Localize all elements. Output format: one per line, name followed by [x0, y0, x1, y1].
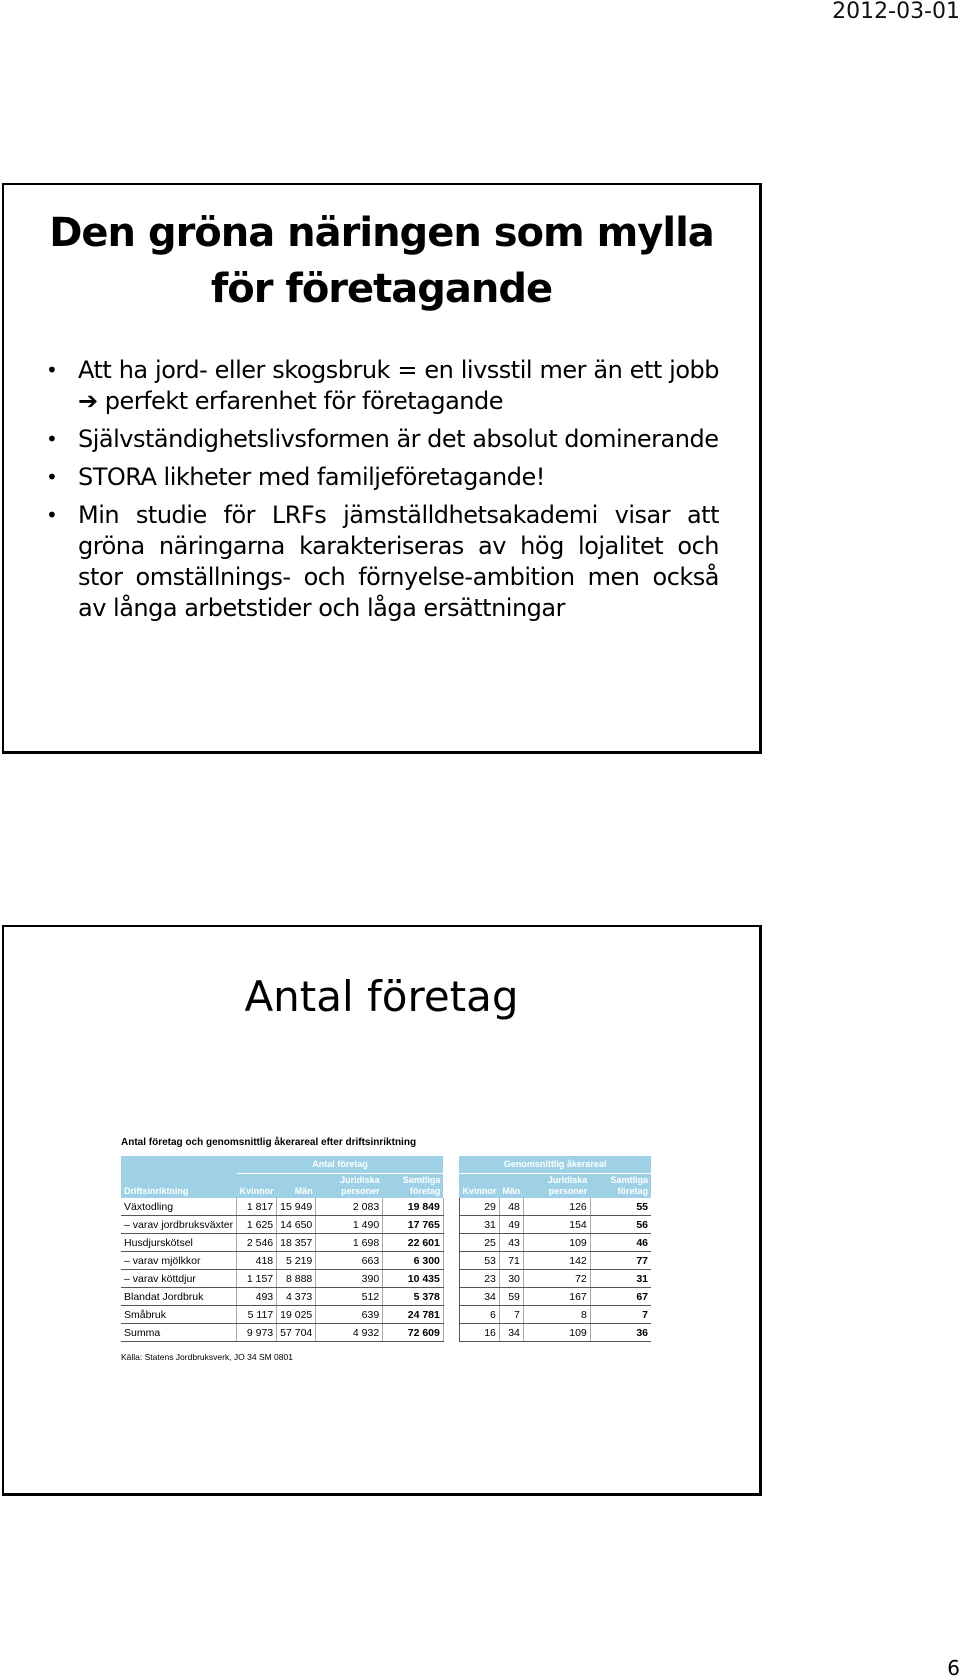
table-row [121, 1216, 651, 1234]
count-cell: 4 373 [277, 1288, 316, 1306]
bullet-item [34, 462, 719, 493]
area-cell: 34 [459, 1288, 499, 1306]
count-cell: 8 888 [277, 1270, 316, 1288]
area-cell: 25 [459, 1234, 499, 1252]
area-cell: 49 [499, 1216, 523, 1234]
row-label: Summa [121, 1324, 237, 1342]
table-row [121, 1234, 651, 1252]
table-body [121, 1198, 651, 1342]
group-header-count: Antal företag [237, 1156, 444, 1174]
area-cell: 43 [499, 1234, 523, 1252]
count-cell: 9 973 [237, 1324, 277, 1342]
area-cell: 67 [590, 1288, 651, 1306]
area-cell: 48 [499, 1198, 523, 1216]
area-cell: 154 [523, 1216, 590, 1234]
column-gap [443, 1324, 459, 1342]
area-cell: 109 [523, 1324, 590, 1342]
bullet-icon: • [46, 358, 58, 382]
table-row [121, 1324, 651, 1342]
column-gap [443, 1288, 459, 1306]
bullet-icon: • [46, 465, 58, 489]
arrow-right-icon: ➔ [78, 387, 98, 415]
column-gap [443, 1270, 459, 1288]
count-cell: 2 083 [316, 1198, 383, 1216]
area-cell: 59 [499, 1288, 523, 1306]
count-cell: 1 817 [237, 1198, 277, 1216]
area-cell: 16 [459, 1324, 499, 1342]
count-cell: 6 300 [383, 1252, 444, 1270]
count-cell: 5 378 [383, 1288, 444, 1306]
row-label: – varav mjölkkor [121, 1252, 237, 1270]
table-row [121, 1252, 651, 1270]
area-cell: 77 [590, 1252, 651, 1270]
column-header: Samtliga företag [383, 1174, 444, 1199]
slide-1 [2, 183, 762, 754]
slide-1-title: Den gröna näringen som mylla för företagande [49, 210, 714, 312]
area-cell: 7 [499, 1306, 523, 1324]
area-cell: 7 [590, 1306, 651, 1324]
group-header-area: Genomsnittlig åkerareal [459, 1156, 651, 1174]
area-cell: 36 [590, 1324, 651, 1342]
page-number: 6 [947, 1656, 960, 1680]
header-gap [443, 1174, 459, 1199]
count-cell: 418 [237, 1252, 277, 1270]
bullet-icon: • [46, 503, 58, 527]
area-cell: 71 [499, 1252, 523, 1270]
area-cell: 6 [459, 1306, 499, 1324]
table-source: Källa: Statens Jordbruksverk, JO 34 SM 0801 [121, 1352, 293, 1362]
bullet-text: STORA likheter med familjeföretagande! [78, 463, 545, 491]
count-cell: 2 546 [237, 1234, 277, 1252]
count-cell: 24 781 [383, 1306, 444, 1324]
area-cell: 126 [523, 1198, 590, 1216]
business-count-table [121, 1156, 651, 1342]
row-label: – varav jordbruksväxter [121, 1216, 237, 1234]
slide-1-bullet-list [34, 355, 719, 631]
header-gap [443, 1156, 459, 1174]
bullet-text: Självständighetslivsformen är det absolut dominerande [78, 425, 719, 453]
area-cell: 56 [590, 1216, 651, 1234]
area-cell: 30 [499, 1270, 523, 1288]
bullet-item [34, 355, 719, 417]
area-cell: 34 [499, 1324, 523, 1342]
count-cell: 639 [316, 1306, 383, 1324]
bullet-text-continued: perfekt erfarenhet för företagande [97, 387, 504, 415]
count-cell: 663 [316, 1252, 383, 1270]
bullet-text: Att ha jord- eller skogsbruk = en livsstil mer än ett jobb [78, 356, 719, 384]
area-cell: 31 [459, 1216, 499, 1234]
table-row [121, 1306, 651, 1324]
column-gap [443, 1198, 459, 1216]
count-cell: 57 704 [277, 1324, 316, 1342]
column-gap [443, 1234, 459, 1252]
count-cell: 10 435 [383, 1270, 444, 1288]
area-cell: 55 [590, 1198, 651, 1216]
area-cell: 8 [523, 1306, 590, 1324]
slide-2-title: Antal företag [244, 972, 519, 1021]
area-cell: 23 [459, 1270, 499, 1288]
count-cell: 22 601 [383, 1234, 444, 1252]
column-gap [443, 1252, 459, 1270]
row-header-label: Driftsinriktning [121, 1174, 237, 1199]
table-row [121, 1270, 651, 1288]
count-cell: 19 849 [383, 1198, 444, 1216]
row-label: Småbruk [121, 1306, 237, 1324]
table-row [121, 1198, 651, 1216]
count-cell: 19 025 [277, 1306, 316, 1324]
area-cell: 31 [590, 1270, 651, 1288]
count-cell: 14 650 [277, 1216, 316, 1234]
count-cell: 390 [316, 1270, 383, 1288]
column-header: Kvinnor [459, 1174, 499, 1199]
area-cell: 142 [523, 1252, 590, 1270]
column-header: Män [277, 1174, 316, 1199]
table-row [121, 1288, 651, 1306]
count-cell: 5 117 [237, 1306, 277, 1324]
area-cell: 46 [590, 1234, 651, 1252]
bullet-item [34, 424, 719, 455]
column-header: Juridiska personer [316, 1174, 383, 1199]
count-cell: 4 932 [316, 1324, 383, 1342]
column-gap [443, 1306, 459, 1324]
bullet-icon: • [46, 427, 58, 451]
count-cell: 1 625 [237, 1216, 277, 1234]
count-cell: 5 219 [277, 1252, 316, 1270]
column-header: Män [499, 1174, 523, 1199]
row-label: Husdjurskötsel [121, 1234, 237, 1252]
count-cell: 1 698 [316, 1234, 383, 1252]
count-cell: 18 357 [277, 1234, 316, 1252]
area-cell: 53 [459, 1252, 499, 1270]
header-date: 2012-03-01 [832, 0, 960, 24]
count-cell: 15 949 [277, 1198, 316, 1216]
row-label: – varav köttdjur [121, 1270, 237, 1288]
column-header: Kvinnor [237, 1174, 277, 1199]
bullet-text: Min studie för LRFs jämställdhetsakademi visar att gröna näringarna karakteriseras av hög lojalitet och stor omställnings- och förnyelse-ambition men också av långa arbetstider och låga ersättningar [78, 501, 719, 622]
area-cell: 72 [523, 1270, 590, 1288]
count-cell: 493 [237, 1288, 277, 1306]
column-header: Samtliga företag [590, 1174, 651, 1199]
row-label: Blandat Jordbruk [121, 1288, 237, 1306]
header-blank [121, 1156, 237, 1174]
table-caption: Antal företag och genomsnittlig åkerareal efter driftsinriktning [121, 1137, 417, 1148]
table-container [121, 1137, 651, 1362]
column-gap [443, 1216, 459, 1234]
area-cell: 109 [523, 1234, 590, 1252]
slide-2 [2, 925, 762, 1496]
column-header: Juridiska personer [523, 1174, 590, 1199]
area-cell: 167 [523, 1288, 590, 1306]
count-cell: 17 765 [383, 1216, 444, 1234]
row-label: Växtodling [121, 1198, 237, 1216]
count-cell: 72 609 [383, 1324, 444, 1342]
count-cell: 1 490 [316, 1216, 383, 1234]
area-cell: 29 [459, 1198, 499, 1216]
count-cell: 1 157 [237, 1270, 277, 1288]
bullet-item [34, 500, 719, 624]
count-cell: 512 [316, 1288, 383, 1306]
